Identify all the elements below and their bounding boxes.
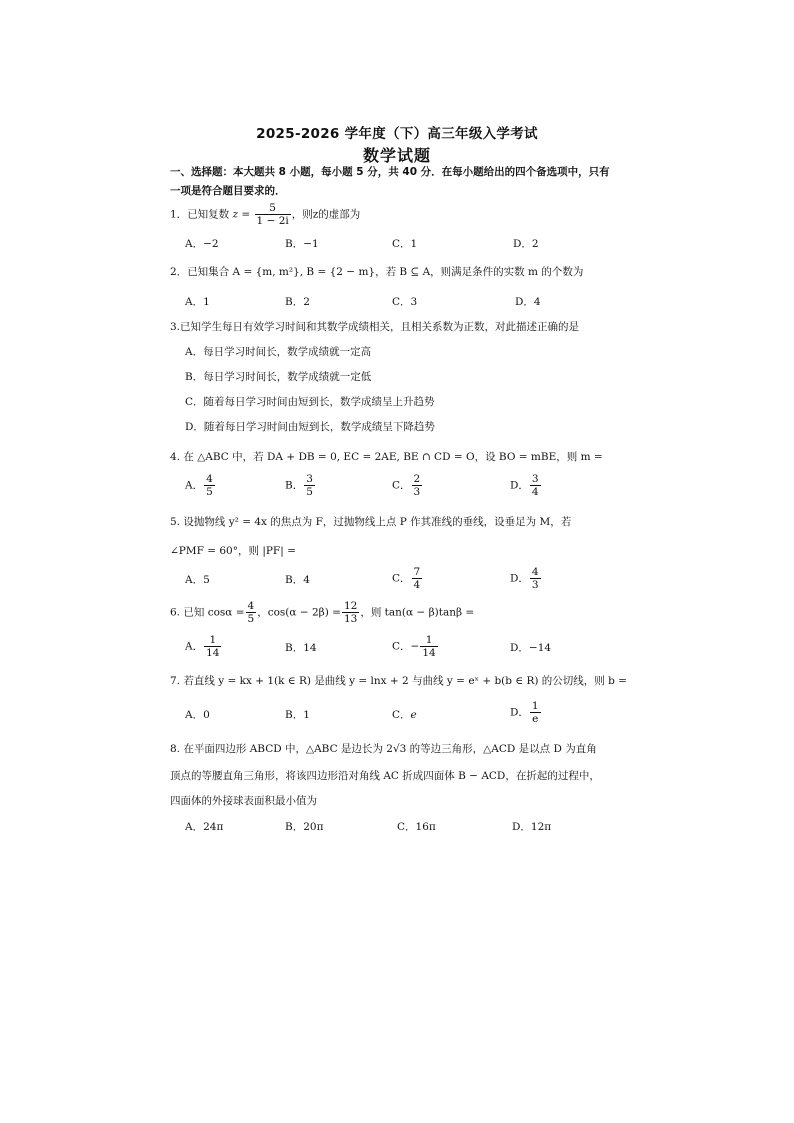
option-c[interactable]: C．随着每日学习时间由短到长，数学成绩呈上升趋势 [185,396,435,408]
option-b[interactable]: B．每日学习时间长，数学成绩就一定低 [185,371,372,383]
fraction: $\frac{4}{5}$ [247,600,255,625]
fraction: $\frac{1}{14}$ [422,634,436,659]
option-d[interactable]: D．2 [513,238,539,250]
option-a[interactable]: A． $\frac{4}{5}$ [185,473,213,498]
question-text: 在平面四边形 ABCD 中，△ABC 是边长为 2√3 的等边三角形，△ACD 是以点 D 为直角 [183,743,597,755]
question-number: 4. [170,451,181,463]
fraction: $\frac{1}{14}$ [206,634,220,659]
option-a[interactable]: A．1 [185,296,210,308]
option-d[interactable]: D．4 [515,296,541,308]
question-number: 2． [170,266,188,278]
question-text: 设抛物线 y² = 4x 的焦点为 F，过抛物线上点 P 作其准线的垂线，设垂足为 M，若 [183,516,572,528]
question-text: ，则z的虚部为 [291,208,361,221]
question-3 [170,319,625,334]
exam-title: 2025-2026 学年度（下）高三年级入学考试 [256,126,538,142]
question-text: 若直线 y = kx + 1(k ∈ R) 是曲线 y = lnx + 2 与曲线 y = eˣ + b(b ∈ R) 的公切线，则 b = [183,675,627,687]
question-6 [170,600,625,625]
option-c[interactable]: C．1 [392,238,418,250]
question-7 [170,673,625,688]
option-c[interactable]: C．e [392,709,417,721]
fraction: $\frac{4}{3}$ [531,566,539,591]
option-c[interactable]: C．− $\frac{1}{14}$ [392,634,436,659]
option-a[interactable]: A．每日学习时间长，数学成绩就一定高 [185,346,372,358]
question-2 [170,264,625,279]
option-a[interactable]: A． $\frac{1}{14}$ [185,634,220,659]
option-a[interactable]: A．24π [185,821,224,833]
option-b[interactable]: B．−1 [285,238,319,250]
question-text: 已知 cosα = [183,606,245,619]
question-number: 8. [170,743,181,755]
question-1 [170,202,625,227]
option-d[interactable]: D．12π [512,821,552,833]
option-c[interactable]: C． $\frac{7}{4}$ [392,566,421,591]
option-a[interactable]: A．5 [185,574,210,586]
option-b[interactable]: B． $\frac{3}{5}$ [285,473,313,498]
fraction: $\frac{1}{e}$ [531,700,539,725]
fraction: $\frac{7}{4}$ [413,566,421,591]
question-text: 已知集合 A = {m, m²}, B = {2 − m}，若 B ⊆ A，则满足条件的实数 m 的个数为 [187,266,584,278]
question-4 [170,449,625,464]
question-text: 已知学生每日有效学习时间和其数学成绩相关，且相关系数为正数，对此描述正确的是 [180,321,580,333]
fraction: $\frac{3}{4}$ [531,473,539,498]
option-b[interactable]: B．1 [285,709,310,721]
section-heading: 一、选择题：本大题共 8 小题，每小题 5 分，共 40 分．在每小题给出的四个备选项中，只有一项是符合题目要求的． [170,166,610,197]
option-b[interactable]: B．2 [285,296,310,308]
option-d[interactable]: D．随着每日学习时间由短到长，数学成绩呈下降趋势 [185,421,435,433]
question-text: 在 △ABC 中，若 DA + DB = 0, EC = 2AE, BE ∩ CD = O，设 BO = mBE，则 m = [183,451,603,463]
option-d[interactable]: D．−14 [510,642,552,654]
fraction: $\frac{4}{5}$ [206,473,213,498]
question-text: 已知复数 [187,208,230,221]
question-5-continued: ∠PMF = 60°，则 |PF| = [170,545,296,557]
option-c[interactable]: C． $\frac{2}{3}$ [392,473,421,498]
option-b[interactable]: B．14 [285,642,317,654]
fraction: $\frac{3}{5}$ [306,473,313,498]
question-number: 3. [170,321,181,333]
option-c[interactable]: C．16π [397,821,436,833]
question-text: ，则 tan(α − β)tanβ = [360,606,475,619]
question-number: 6. [170,606,181,619]
question-text: ，cos(α − 2β) = [257,606,341,619]
fraction: $\frac{12}{13}$ [343,600,358,625]
question-5 [170,514,625,529]
question-number: 1． [170,208,188,221]
math-lhs: z = [232,208,251,221]
fraction: $\frac{5}{1 - 2i}$ [256,202,289,227]
option-a[interactable]: A．0 [185,709,210,721]
option-d[interactable]: D． $\frac{4}{3}$ [510,566,539,591]
question-8-line-3: 四面体的外接球表面积最小值为 [170,795,317,807]
fraction: $\frac{2}{3}$ [413,473,421,498]
option-b[interactable]: B．20π [285,821,324,833]
option-d[interactable]: D． $\frac{1}{e}$ [510,700,539,725]
question-8-line-2: 顶点的等腰直角三角形，将该四边形沿对角线 AC 折成四面体 B − ACD，在折起的过程中， [170,770,600,782]
exam-subject: 数学试题 [362,146,431,165]
question-number: 5. [170,516,181,528]
option-b[interactable]: B．4 [285,574,310,586]
question-8 [170,741,625,756]
option-c[interactable]: C．3 [392,296,418,308]
option-d[interactable]: D． $\frac{3}{4}$ [510,473,539,498]
question-number: 7. [170,675,181,687]
option-a[interactable]: A．−2 [185,238,219,250]
